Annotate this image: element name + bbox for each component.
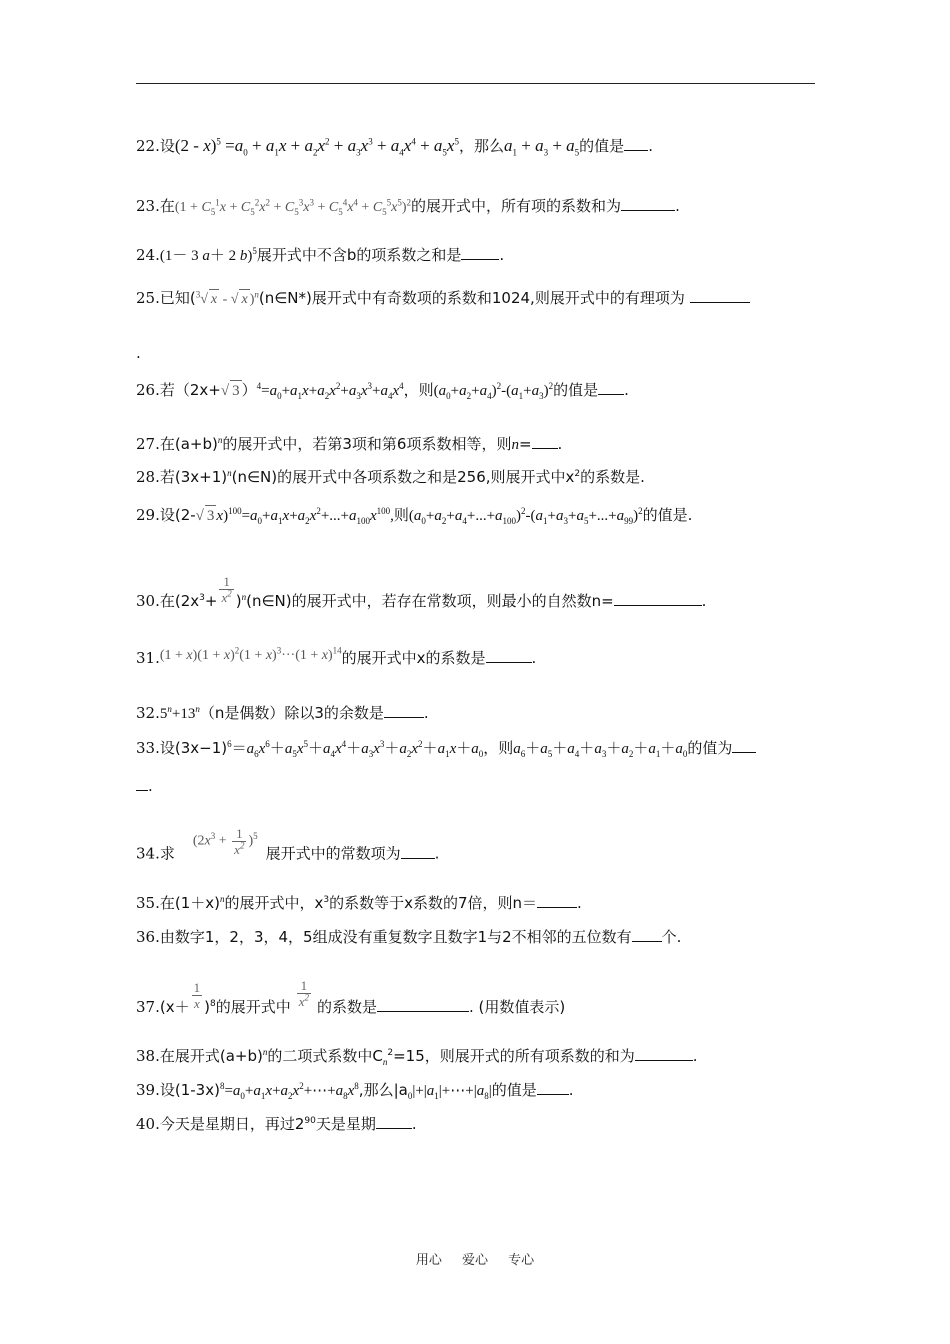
- question-text: .: [701, 592, 707, 610]
- question-text: 的值是: [553, 381, 599, 399]
- question-text: .: [557, 435, 563, 453]
- question-text: ，则: [403, 381, 434, 399]
- question-text: .: [411, 1115, 417, 1133]
- question-text: ）: [241, 381, 257, 399]
- question-text: .: [434, 844, 440, 863]
- formula: $x)^{100}=a_0+a_1x+a_2x^2+...+a_{100}x^{100}$,则$(a_0+a_2+a_4+...+a_{100})^2-(a_1+a_3+a_5+...+a_{99})^2$: [216, 506, 643, 526]
- question-text: ): [204, 998, 210, 1016]
- formula: √ 3: [196, 508, 217, 524]
- formula: $5^n+13^n$: [159, 704, 200, 722]
- formula: $a_6+a_5+a_4+a_3+a_2+a_1+a_0$: [513, 741, 688, 759]
- fraction: $\frac{1}{x^2}$: [298, 978, 309, 1009]
- question-text: 的展开式中x的系数是: [341, 649, 486, 667]
- question-36: [136, 927, 816, 947]
- answer-blank[interactable]: [537, 893, 577, 908]
- question-text: 由数字1，2，3，4，5组成没有重复数字且数字1与2不相邻的五位数有: [159, 928, 632, 946]
- question-text: 在: [159, 197, 175, 215]
- fraction: $\frac{1}{x}$: [193, 980, 201, 1011]
- question-22: [136, 136, 816, 156]
- question-text: 的展开式中: [215, 998, 291, 1016]
- question-number: 36.: [136, 928, 160, 946]
- question-text: 的展开式中，若第3项和第6项系数相等，则: [222, 435, 512, 453]
- question-number: 24.: [136, 246, 160, 264]
- formula: $^8=a_0+a_1x+a_2x^2+\cdots+a_8x^8$: [219, 1081, 359, 1101]
- answer-blank[interactable]: [537, 1080, 569, 1095]
- question-39: [136, 1080, 816, 1101]
- question-text: 的展开式中，所有项的系数和为: [411, 197, 622, 215]
- question-text: (n∈N*)展开式中有奇数项的系数和1024,则展开式中的有理项为: [258, 289, 685, 307]
- question-text: 今天是星期日，再过2: [159, 1115, 305, 1133]
- question-text: =15，则展开式的所有项系数的和为: [393, 1047, 635, 1065]
- question-text: .: [675, 197, 680, 215]
- question-33-cont: [136, 776, 816, 796]
- question-text: 在(1＋x): [159, 894, 220, 912]
- answer-blank[interactable]: [632, 927, 662, 942]
- answer-blank[interactable]: [136, 776, 148, 791]
- formula: $(a_0+a_2+a_4)^2-(a_1+a_3)^2$: [433, 381, 554, 401]
- question-text: 在展开式(a+b): [159, 1047, 263, 1065]
- question-28: 28.若$(3x+1)^n(n\in N)$的展开式中各项系数之和是256,则展开式中$x^2$的系数是.: [136, 468, 645, 486]
- question-number: 26.: [136, 381, 160, 399]
- question-text: ,那么|a: [358, 1081, 408, 1099]
- page-footer: [0, 1249, 950, 1268]
- question-text: . (用数值表示): [469, 998, 566, 1016]
- question-text: 设(1-3x): [159, 1081, 220, 1099]
- question-text: (n∈N)的展开式中，若存在常数项，则最小的自然数n=: [246, 592, 614, 610]
- question-text: 求: [159, 844, 175, 863]
- question-text: .: [648, 137, 653, 155]
- formula: $^6=a_6x^6+a_5x^5+a_4x^4+a_3x^3+a_2x^2+a_1x+a_0$: [227, 739, 484, 759]
- question-text: ，则: [483, 739, 514, 757]
- question-text: (x＋: [159, 998, 190, 1016]
- formula: ($2x^3$ + $\frac{1}{x^2}$ )$^5$: [192, 826, 258, 857]
- question-26: [136, 380, 816, 401]
- question-38: 38.在展开式$(a+b)^n$的二项式系数中$C_n^2=15$，则展开式的所有项系数的和为 .: [136, 1047, 698, 1067]
- footer-text: 用心: [415, 1253, 442, 1268]
- formula: $(1 + x)(1 + x)^2(1 + x)^3\cdot\cdot\cdot(1 + x)^{14}$: [159, 645, 342, 663]
- answer-blank[interactable]: [532, 434, 558, 449]
- footer-text: 爱心: [461, 1253, 488, 1268]
- question-text: 的展开式中，x: [224, 894, 324, 912]
- question-number: 29.: [136, 506, 160, 524]
- question-27: 27.在$(a+b)^n$的展开式中，若第3项和第6项系数相等，则n= .: [136, 435, 563, 453]
- answer-blank[interactable]: [384, 703, 424, 718]
- answer-blank[interactable]: [461, 245, 499, 260]
- question-number: 30.: [136, 592, 160, 610]
- question-text: .: [624, 381, 629, 399]
- question-number: 25.: [136, 289, 160, 307]
- question-number: 22.: [136, 137, 160, 155]
- question-text: 设: [159, 137, 175, 155]
- fraction: $\frac{1}{x^2}$: [221, 574, 232, 605]
- question-text: .: [568, 1081, 574, 1099]
- answer-blank[interactable]: [621, 196, 675, 211]
- question-number: 31.: [136, 649, 160, 667]
- question-text: 若(3x+1): [159, 468, 228, 486]
- header-rule: [136, 83, 815, 84]
- question-text: 展开式中的常数项为: [265, 844, 401, 863]
- question-text: 已知(: [159, 289, 196, 307]
- question-text: 的值为: [687, 739, 733, 757]
- question-32: [136, 703, 816, 724]
- question-text: （n是偶数）除以3的余数是: [199, 704, 384, 722]
- question-text: 在(a+b): [159, 435, 218, 453]
- question-23: [136, 196, 816, 218]
- question-text: .: [423, 704, 429, 722]
- answer-blank[interactable]: [377, 997, 469, 1012]
- question-33: [136, 738, 816, 759]
- question-number: 32.: [136, 704, 160, 722]
- question-text: 的二项式系数中C: [267, 1047, 383, 1065]
- formula: $^3$√ x - √ x )$^n$: [196, 292, 259, 307]
- question-text: .: [499, 246, 505, 264]
- question-29: [136, 505, 816, 526]
- answer-blank[interactable]: [690, 288, 750, 303]
- formula: $(1 + C_5^1x + C_5^2x^2 + C_5^3x^3 + C_5^4x^4 + C_5^5x^5)^2$: [174, 197, 412, 217]
- question-30: 30.在($2x^3+$ $\frac{1}{x^2}$ )$^n$(n∈N)的展开式中，若存在常数项，则最小的自然数n= .: [136, 574, 707, 610]
- question-text: ): [235, 592, 242, 610]
- question-text: 的值是: [491, 1081, 537, 1099]
- formula: $(2 - x)^5 =a_0 + a_1x + a_2x^2 + a_3x^3 + a_4x^4 + a_5x^5$: [174, 136, 459, 158]
- question-number: 33.: [136, 739, 160, 757]
- question-text: .: [136, 344, 141, 362]
- formula: $^4=a_0+a_1x+a_2x^2+a_3x^3+a_4x^4$: [256, 381, 404, 401]
- question-35: 35.在$(1+x)^n$的展开式中，$x^3$的系数等于x系数的7倍，则n＝ .: [136, 894, 582, 912]
- question-25-cont: [136, 343, 816, 363]
- question-text: 的系数是: [316, 998, 377, 1016]
- formula: (1－ 3 a＋ 2 b)$^5$: [159, 246, 257, 264]
- question-number: 27.: [136, 435, 160, 453]
- question-number: 28.: [136, 468, 160, 486]
- question-number: 40.: [136, 1115, 160, 1133]
- question-text: ，那么: [458, 137, 504, 155]
- question-text: 的值是.: [642, 506, 693, 524]
- question-number: 38.: [136, 1047, 160, 1065]
- question-34: [136, 826, 816, 871]
- answer-blank[interactable]: [486, 648, 532, 663]
- question-number: 37.: [136, 998, 160, 1016]
- formula: $_0|+|a_1|+\cdots+|a_8|$: [407, 1083, 492, 1101]
- answer-blank[interactable]: [401, 844, 435, 859]
- question-number: 23.: [136, 197, 160, 215]
- question-number: 39.: [136, 1081, 160, 1099]
- question-24: [136, 245, 816, 266]
- answer-blank[interactable]: [376, 1114, 412, 1129]
- question-text: .: [531, 649, 537, 667]
- footer-text: 专心: [508, 1253, 535, 1268]
- answer-blank[interactable]: [614, 591, 702, 606]
- question-text: .: [148, 777, 153, 795]
- question-text: 设(3x−1): [159, 739, 228, 757]
- question-text: 若（2x+: [159, 381, 221, 399]
- question-number: 35.: [136, 894, 160, 912]
- question-25: [136, 288, 816, 310]
- formula: √ 3: [221, 383, 242, 399]
- formula: $a_1 + a_3 + a_5$: [503, 136, 580, 158]
- question-text: 的值是: [579, 137, 625, 155]
- question-text: 在(2x: [159, 592, 200, 610]
- question-text: 的系数是.: [580, 468, 645, 486]
- question-text: 展开式中不含b的项系数之和是: [256, 246, 462, 264]
- variable: n: [511, 437, 519, 453]
- question-31: [136, 645, 816, 670]
- question-text: .: [577, 894, 582, 912]
- question-text: 个.: [661, 928, 682, 946]
- question-text: 天是星期: [315, 1115, 376, 1133]
- question-text: 的系数等于x系数的7倍，则n＝: [329, 894, 538, 912]
- answer-blank[interactable]: [635, 1046, 693, 1061]
- question-text: 设(2-: [159, 506, 196, 524]
- question-text: .: [692, 1047, 698, 1065]
- question-text: (n∈N)的展开式中各项系数之和是256,则展开式中x: [231, 468, 575, 486]
- question-number: 34.: [136, 844, 160, 863]
- answer-blank[interactable]: [624, 136, 648, 151]
- answer-blank[interactable]: [732, 738, 756, 753]
- question-40: 40.今天是星期日，再过$2^{90}$天是星期 .: [136, 1115, 417, 1133]
- answer-blank[interactable]: [598, 380, 624, 395]
- question-37: 37.(x＋ $\frac{1}{x}$ )$^8$的展开式中 $\frac{1}{x^2}$ 的系数是 . (用数值表示): [136, 978, 566, 1016]
